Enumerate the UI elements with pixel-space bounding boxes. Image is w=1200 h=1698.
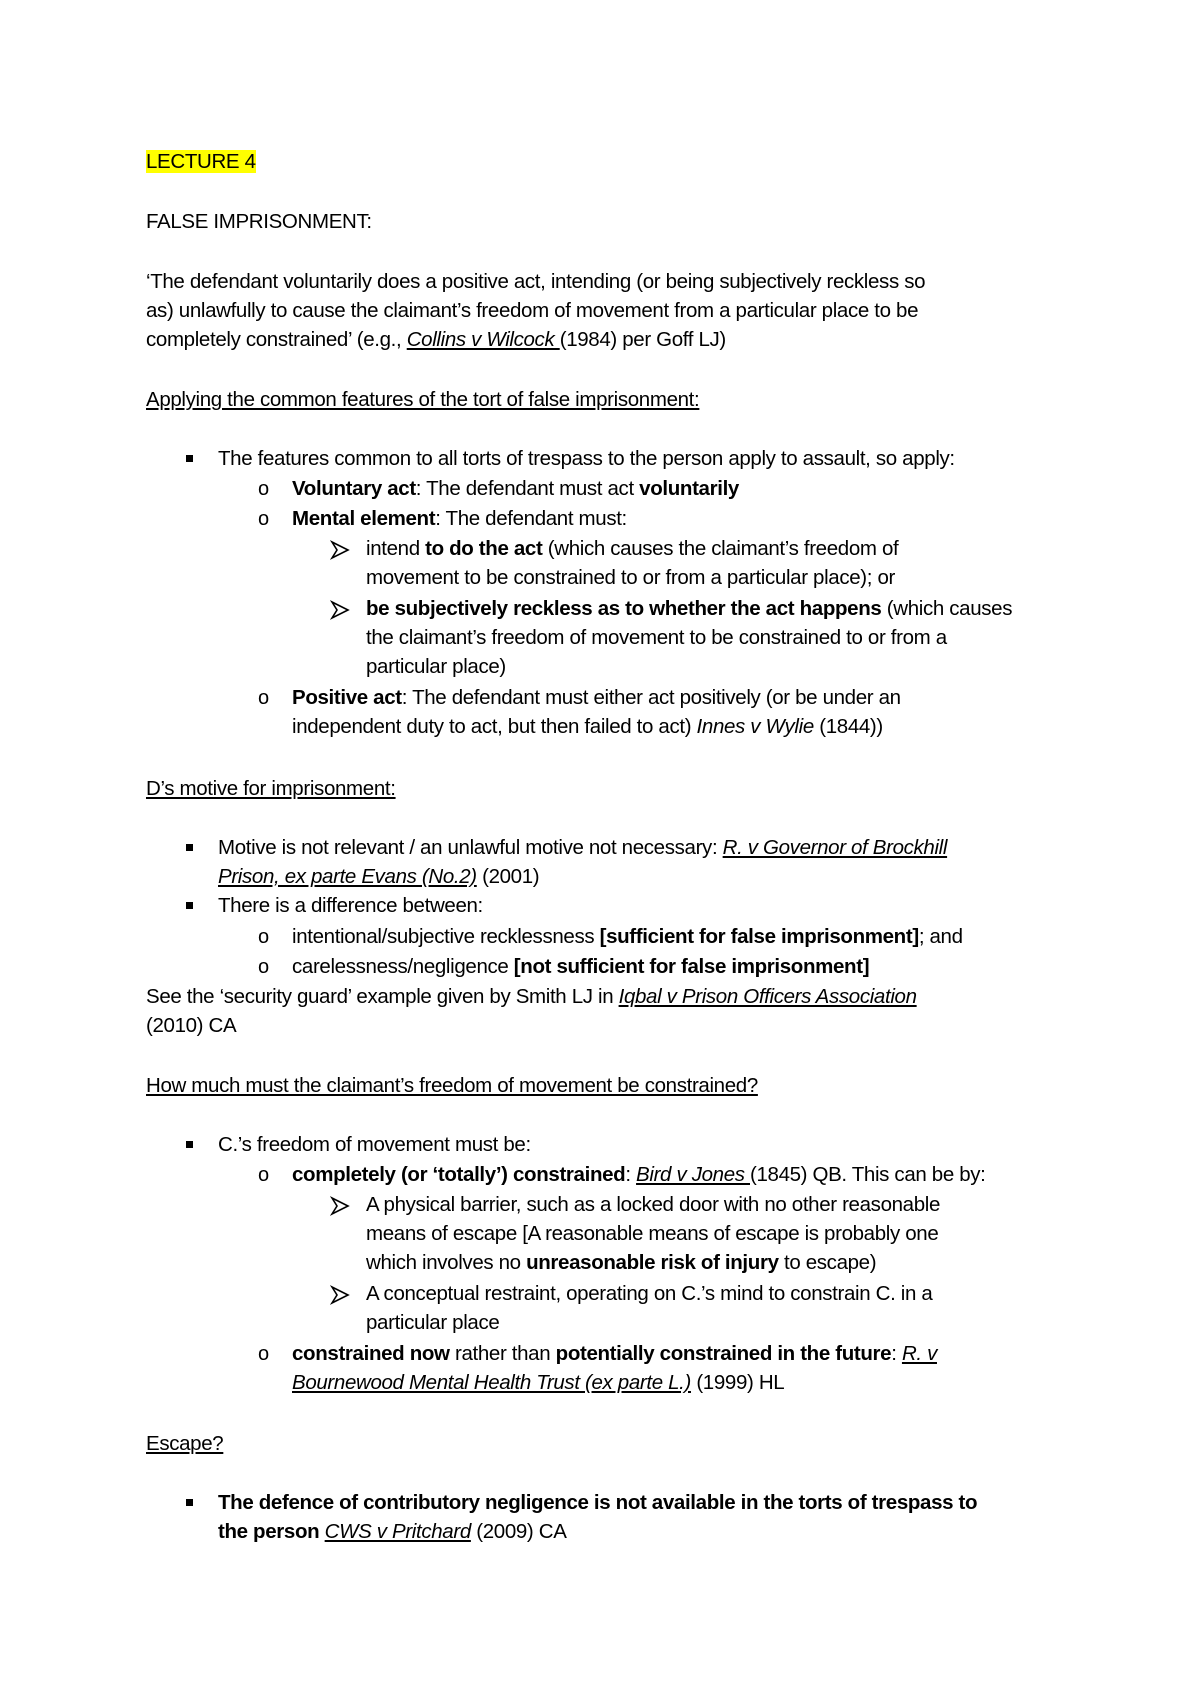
positive-act-text: : The defendant must either act positively (or be under an [401, 686, 901, 709]
constrained-now-bold: constrained now [292, 1342, 450, 1365]
positive-act-item [292, 684, 901, 712]
square-bullet-icon [186, 455, 193, 462]
physical-barrier-bold: unreasonable risk of injury [526, 1251, 779, 1274]
reckless-bold: be subjectively reckless as to whether the act happens [366, 597, 882, 620]
security-guard-note [146, 983, 917, 1011]
motive-year: (2001) [476, 865, 540, 888]
arrow-bullet-icon [330, 1285, 350, 1305]
definition-text: completely constrained’ (e.g., [146, 328, 407, 351]
case-bournewood-part-1: R. v [901, 1342, 937, 1365]
definition-line-2: as) unlawfully to cause the claimant’s freedom of movement from a particular place to be [146, 299, 919, 322]
negligence-item [292, 953, 869, 981]
security-guard-note-line-2: (2010) CA [146, 1014, 237, 1037]
intentional-text: intentional/subjective recklessness [292, 925, 600, 948]
square-bullet-icon [186, 1141, 193, 1148]
motive-bullet-line-2 [218, 863, 539, 891]
reckless-item [366, 595, 1012, 623]
square-bullet-icon [186, 844, 193, 851]
section-heading-motive: D’s motive for imprisonment: [146, 777, 396, 800]
definition-line-1: ‘The defendant voluntarily does a positive act, intending (or being subjectively reckless so [146, 270, 926, 293]
physical-barrier-text: which involves no [366, 1251, 527, 1274]
positive-act-text-end: (1844)) [813, 715, 883, 738]
positive-act-label: Positive act [292, 686, 402, 709]
mental-element-label: Mental element [292, 507, 436, 530]
conceptual-restraint-item: A conceptual restraint, operating on C.’s mind to constrain C. in a [366, 1282, 933, 1305]
voluntary-act-label: Voluntary act [292, 477, 416, 500]
arrow-bullet-icon [330, 1196, 350, 1216]
difference-bullet: There is a difference between: [218, 894, 483, 917]
constrained-now-item [292, 1340, 937, 1368]
contributory-negligence-bold: the person [218, 1520, 325, 1543]
physical-barrier-item: A physical barrier, such as a locked door with no other reasonable [366, 1193, 941, 1216]
circle-bullet-icon: o [258, 956, 269, 978]
definition-text-end: (1984) per Goff LJ) [559, 328, 726, 351]
positive-act-line-2 [292, 713, 883, 741]
case-collins-v-wilcock: Collins v Wilcock [406, 328, 560, 351]
negligence-text: carelessness/negligence [292, 955, 514, 978]
motive-text: Motive is not relevant / an unlawful motive not necessary: [218, 836, 723, 859]
case-bird-v-jones: Bird v Jones [636, 1163, 750, 1186]
physical-barrier-line-3 [366, 1249, 876, 1277]
intentional-text-end: ; and [918, 925, 963, 948]
arrow-bullet-icon [330, 600, 350, 620]
square-bullet-icon [186, 902, 193, 909]
lecture-title [146, 148, 256, 176]
case-bournewood-part-2: Bournewood Mental Health Trust (ex parte L.) [292, 1371, 691, 1394]
case-cws-v-pritchard: CWS v Pritchard [324, 1520, 471, 1543]
intend-bold: to do the act [425, 537, 543, 560]
voluntary-act-text: : The defendant must act [415, 477, 640, 500]
security-guard-text: See the ‘security guard’ example given by Smith LJ in [146, 985, 619, 1008]
freedom-bullet: C.’s freedom of movement must be: [218, 1133, 531, 1156]
bournewood-year: (1999) HL [690, 1371, 785, 1394]
contributory-negligence-bullet: The defence of contributory negligence is not available in the torts of trespass to [218, 1491, 978, 1514]
pritchard-year: (2009) CA [470, 1520, 567, 1543]
intend-text-end: (which causes the claimant’s freedom of [542, 537, 899, 560]
definition-line-3 [146, 326, 726, 354]
intend-item-line-2: movement to be constrained to or from a particular place); or [366, 566, 895, 589]
case-brockhill-part-2: Prison, ex parte Evans (No.2) [218, 865, 477, 888]
circle-bullet-icon: o [258, 1343, 269, 1365]
physical-barrier-line-2: means of escape [A reasonable means of escape is probably one [366, 1222, 939, 1245]
reckless-item-line-3: particular place) [366, 655, 506, 678]
completely-constrained-text: (1845) QB. This can be by: [750, 1163, 986, 1186]
physical-barrier-text-end: to escape) [778, 1251, 877, 1274]
mental-element-text: : The defendant must: [435, 507, 627, 530]
voluntary-act-bold: voluntarily [639, 477, 739, 500]
intentional-bold: [sufficient for false imprisonment] [599, 925, 919, 948]
case-iqbal: Iqbal v Prison Officers Association [618, 985, 917, 1008]
circle-bullet-icon: o [258, 926, 269, 948]
circle-bullet-icon: o [258, 687, 269, 709]
voluntary-act-item [292, 475, 739, 503]
mental-element-item [292, 505, 627, 533]
constrained-now-text: rather than [449, 1342, 556, 1365]
case-brockhill-part-1: R. v Governor of Brockhill [722, 836, 948, 859]
section-heading-common-features: Applying the common features of the tort of false imprisonment: [146, 388, 700, 411]
main-heading: FALSE IMPRISONMENT: [146, 210, 372, 233]
reckless-item-line-2: the claimant’s freedom of movement to be constrained to or from a [366, 626, 947, 649]
completely-constrained-item [292, 1161, 986, 1189]
positive-act-text-2: independent duty to act, but then failed to act) [292, 715, 697, 738]
case-innes-v-wylie: Innes v Wylie [696, 715, 814, 738]
motive-bullet [218, 834, 947, 862]
circle-bullet-icon: o [258, 478, 269, 500]
intend-item [366, 535, 898, 563]
constrained-now-line-2 [292, 1369, 784, 1397]
section-heading-constraint: How much must the claimant’s freedom of movement be constrained? [146, 1074, 758, 1097]
constrained-now-colon: : [891, 1342, 902, 1365]
section-heading-escape: Escape? [146, 1432, 224, 1455]
circle-bullet-icon: o [258, 508, 269, 530]
intentional-item [292, 923, 963, 951]
constrained-future-bold: potentially constrained in the future [555, 1342, 892, 1365]
negligence-bold: [not sufficient for false imprisonment] [513, 955, 870, 978]
lecture-title-text: LECTURE 4 [146, 150, 256, 173]
square-bullet-icon [186, 1499, 193, 1506]
completely-constrained-bold: completely (or ‘totally’) constrained [292, 1163, 626, 1186]
completely-constrained-colon: : [625, 1163, 637, 1186]
features-bullet: The features common to all torts of trespass to the person apply to assault, so apply: [218, 447, 955, 470]
arrow-bullet-icon [330, 540, 350, 560]
intend-text: intend [366, 537, 426, 560]
contributory-negligence-line-2 [218, 1518, 567, 1546]
reckless-text: (which causes [881, 597, 1013, 620]
conceptual-restraint-line-2: particular place [366, 1311, 500, 1334]
circle-bullet-icon: o [258, 1164, 269, 1186]
